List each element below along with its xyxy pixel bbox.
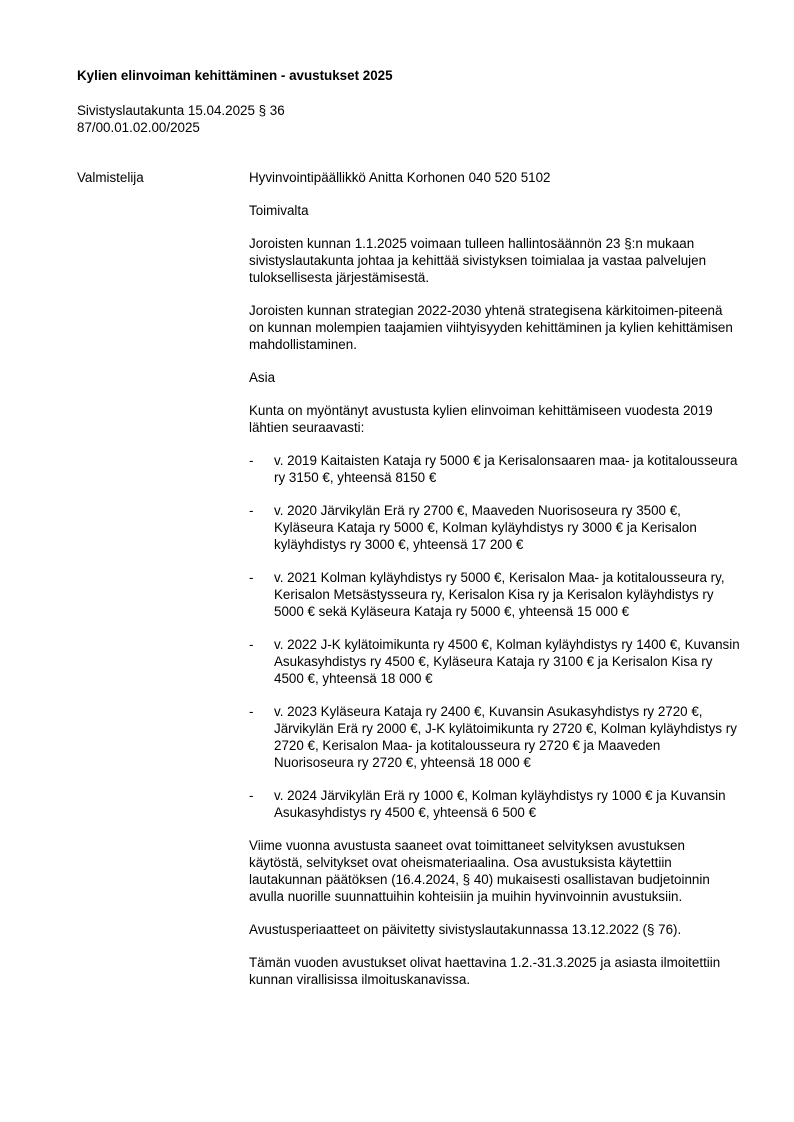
list-item-text: v. 2022 J-K kylätoimikunta ry 4500 €, Kolman kyläyhdistys ry 1400 €, Kuvansin Asukasyhdistys ry 4500 €, Kyläseura Kataja ry 3100 € ja Kerisalon Kisa ry 4500 €, yhteensä 18 000 € bbox=[274, 637, 740, 686]
document-title: Kylien elinvoiman kehittäminen - avustukset 2025 bbox=[77, 68, 393, 83]
bullet-dash: - bbox=[249, 453, 254, 468]
paragraph-matter-intro: Kunta on myöntänyt avustusta kylien elinvoiman kehittämiseen vuodesta 2019 lähtien seuraavasti: bbox=[249, 403, 713, 435]
bullet-dash: - bbox=[249, 704, 254, 719]
meeting-reference: Sivistyslautakunta 15.04.2025 § 36 bbox=[77, 103, 285, 118]
paragraph-authority-2: Joroisten kunnan strategian 2022-2030 yhtenä strategisena kärkitoimen-piteenä on kunnan molempien taajamien viihtyisyyden kehittäminen ja kylien kehittämisen mahdollistaminen. bbox=[249, 303, 733, 352]
paragraph-reports: Viime vuonna avustusta saaneet ovat toimittaneet selvityksen avustuksen käytöstä, selvitykset ovat oheismateriaalina. Osa avustuksista käytettiin lautakunnan päätöksen (16.4.2024, § 40) mukaisesti osallistavan budjetoinnin avulla nuorille suunnattuihin kohteisiin ja muihin hyvinvoinnin avustuksiin. bbox=[249, 838, 710, 904]
list-item-text: v. 2020 Järvikylän Erä ry 2700 €, Maaveden Nuorisoseura ry 3500 €, Kyläseura Kataja ry 5000 €, Kolman kyläyhdistys ry 3000 € ja Kerisalon kyläyhdistys ry 3000 €, yhteensä 17 200 € bbox=[274, 503, 697, 552]
bullet-dash: - bbox=[249, 788, 254, 803]
paragraph-authority-1: Joroisten kunnan 1.1.2025 voimaan tulleen hallintosäännön 23 §:n mukaan sivistyslautakunta johtaa ja kehittää sivistyksen toimialaa ja vastaa palvelujen tuloksellisesta järjestämisestä. bbox=[249, 236, 707, 285]
list-item bbox=[249, 636, 741, 687]
paragraph-principles: Avustusperiaatteet on päivitetty sivistyslautakunnassa 13.12.2022 (§ 76). bbox=[249, 922, 682, 937]
paragraph-application: Tämän vuoden avustukset olivat haettavina 1.2.-31.3.2025 ja asiasta ilmoitettiin kunnan virallisissa ilmoituskanavissa. bbox=[249, 955, 721, 987]
list-item bbox=[249, 569, 741, 620]
bullet-dash: - bbox=[249, 570, 254, 585]
list-item bbox=[249, 502, 741, 553]
heading-authority: Toimivalta bbox=[249, 203, 309, 218]
case-number: 87/00.01.02.00/2025 bbox=[77, 120, 200, 135]
list-item bbox=[249, 452, 741, 486]
bullet-dash: - bbox=[249, 503, 254, 518]
document-body bbox=[249, 169, 741, 1004]
heading-matter: Asia bbox=[249, 370, 276, 385]
preparer-name: Hyvinvointipäällikkö Anitta Korhonen 040 520 5102 bbox=[249, 170, 551, 185]
list-item-text: v. 2024 Järvikylän Erä ry 1000 €, Kolman kyläyhdistys ry 1000 € ja Kuvansin Asukasyhdistys ry 4500 €, yhteensä 6 500 € bbox=[274, 788, 726, 820]
preparer-label: Valmistelija bbox=[77, 170, 144, 185]
list-item bbox=[249, 703, 741, 771]
list-item-text: v. 2023 Kyläseura Kataja ry 2400 €, Kuvansin Asukasyhdistys ry 2720 €, Järvikylän Erä ry 2000 €, J-K kylätoimikunta ry 2720 €, Kolman kyläyhdistys ry 2720 €, Kerisalon Maa- ja kotitalousseura ry 2720 € ja Maaveden Nuorisoseura ry 2720 €, yhteensä 18 000 € bbox=[274, 704, 737, 770]
bullet-dash: - bbox=[249, 637, 254, 652]
list-item-text: v. 2019 Kaitaisten Kataja ry 5000 € ja Kerisalonsaaren maa- ja kotitalousseura ry 3150 €, yhteensä 8150 € bbox=[274, 453, 738, 485]
list-item bbox=[249, 787, 741, 821]
list-item-text: v. 2021 Kolman kyläyhdistys ry 5000 €, Kerisalon Maa- ja kotitalousseura ry, Kerisalon Metsästysseura ry, Kerisalon Kisa ry ja Kerisalon kyläyhdistys ry 5000 € sekä Kyläseura Kataja ry 5000 €, yhteensä 15 000 € bbox=[274, 570, 725, 619]
document-meta bbox=[77, 102, 285, 136]
grant-history-list bbox=[249, 452, 741, 821]
